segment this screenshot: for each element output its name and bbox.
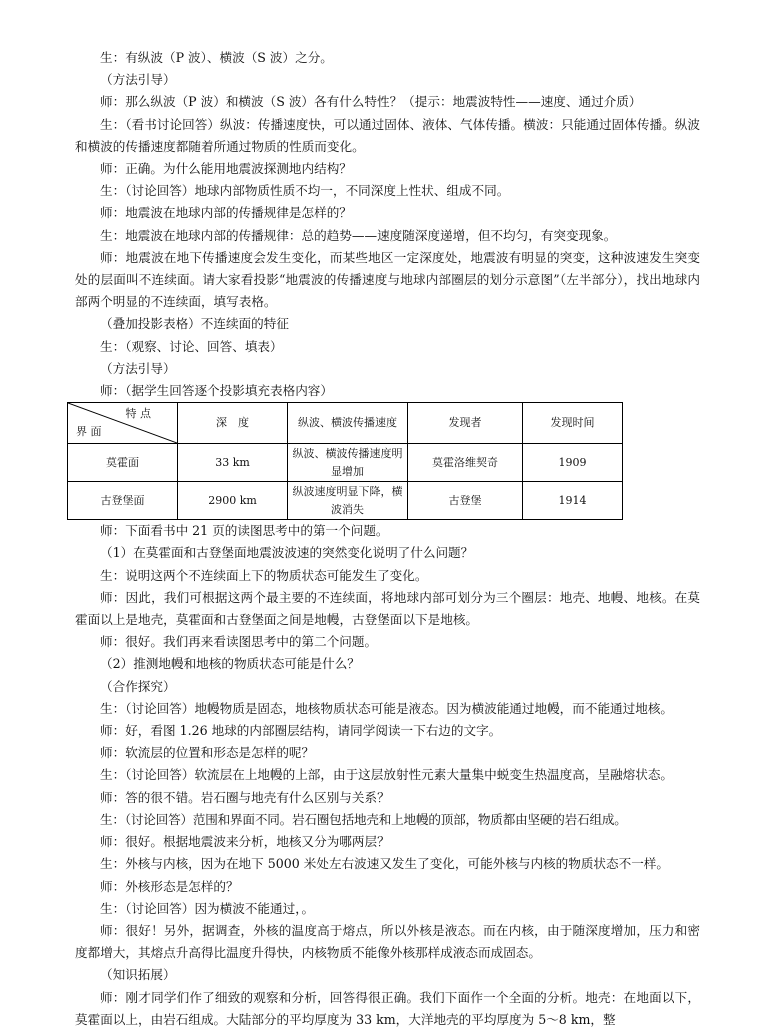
paragraph: 师：正确。为什么能用地震波探测地内结构？ (100, 161, 352, 177)
paragraph: 师：很好。我们再来看读图思考中的第二个问题。 (100, 634, 378, 650)
paragraph: 生：说明这两个不连续面上下的物质状态可能发生了变化。 (100, 567, 428, 583)
header-feature-label: 特 点 (125, 407, 151, 421)
paragraph: （1）在莫霍面和古登堡面地震波波速的突然变化说明了什么问题？ (100, 545, 474, 561)
paragraph: 生：（观察、讨论、回答、填表） (100, 338, 283, 354)
paragraph: 生：（讨论回答）地球内部物质性质不均一，不同深度上性状、组成不同。 (100, 183, 510, 199)
paragraph: （方法引导） (100, 72, 176, 88)
cell-depth: 33 km (178, 444, 288, 482)
paragraph: 生：有纵波（P 波）、横波（S 波）之分。 (100, 50, 333, 65)
cell-finder: 古登堡 (408, 482, 523, 520)
table-header-row (68, 403, 623, 444)
paragraph: 师：答的很不错。岩石圈与地壳有什么区别与关系？ (100, 789, 390, 805)
paragraph: 生：（讨论回答）因为横波不能通过，。 (100, 900, 315, 916)
paragraph: 生：外核与内核，因为在地下 5000 米处左右波速又发生了变化，可能外核与内核的物质状态不一样。 (100, 856, 669, 872)
paragraph: 生：地震波在地球内部的传播规律：总的趋势——速度随深度递增，但不均匀，有突变现象。 (100, 227, 617, 243)
diagonal-header-cell (68, 403, 178, 444)
cell-depth: 2900 km (178, 482, 288, 520)
paragraph: 师：刚才同学们作了细致的观察和分析，回答得很正确。我们下面作一个全面的分析。地壳：在地面以下，莫霍面以上，由岩石组成。大陆部分的平均厚度为 33 km，大洋地壳的平均厚度为 5～8 km，整 (75, 989, 700, 1027)
paragraph: 生：（讨论回答）软流层在上地幔的上部，由于这层放射性元素大量集中蜕变生热温度高，呈融熔状态。 (100, 767, 674, 783)
cell-finder: 莫霍洛维契奇 (408, 444, 523, 482)
cell-year: 1909 (523, 444, 623, 482)
paragraph: 师：因此，我们可根据这两个最主要的不连续面，将地球内部可划分为三个圈层：地壳、地幔、地核。在莫霍面以上是地壳，莫霍面和古登堡面之间是地幔，古登堡面以下是地核。 (75, 589, 700, 628)
paragraph: 师：很好。根据地震波来分析，地核又分为哪两层？ (100, 834, 390, 850)
cell-speed: 纵波、横波传播速度明显增加 (288, 444, 408, 482)
paragraph: 师：下面看书中 21 页的读图思考中的第一个问题。 (100, 523, 389, 539)
table-row (68, 482, 623, 520)
paragraph: （2）推测地幔和地核的物质状态可能是什么？ (100, 656, 360, 672)
paragraph: 师：地震波在地下传播速度会发生变化，而某些地区一定深度处，地震波有明显的突变，这种波速发生突变处的层面叫不连续面。请大家看投影“地震波的传播速度与地球内部圈层的划分示意图”（左半部分），找出地球内部两个明显的不连续面，填写表格。 (75, 249, 700, 310)
paragraph: 师：很好！另外，据调查，外核的温度高于熔点，所以外核是液态。而在内核，由于随深度增加，压力和密度都增大，其熔点升高得比温度升得快，内核物质不能像外核那样成液态而成固态。 (75, 922, 700, 961)
header-interface-label: 界 面 (76, 425, 102, 439)
header-depth: 深 度 (178, 403, 288, 444)
paragraph: （合作探究） (100, 678, 176, 694)
header-finder: 发现者 (408, 403, 523, 444)
paragraph: （叠加投影表格）不连续面的特征 (100, 316, 289, 332)
paragraph: 师：地震波在地球内部的传播规律是怎样的？ (100, 205, 352, 221)
paragraph: （知识拓展） (100, 967, 176, 983)
header-year: 发现时间 (523, 403, 623, 444)
discontinuity-table (67, 402, 623, 520)
header-speed: 纵波、横波传播速度 (288, 403, 408, 444)
paragraph: 师：外核形态是怎样的？ (100, 878, 239, 894)
cell-year: 1914 (523, 482, 623, 520)
document-page (75, 47, 700, 1031)
paragraph: 师：软流层的位置和形态是怎样的呢？ (100, 745, 315, 761)
paragraph: 师：（据学生回答逐个投影填充表格内容） (100, 383, 333, 399)
cell-interface: 古登堡面 (68, 482, 178, 520)
cell-speed: 纵波速度明显下降，横波消失 (288, 482, 408, 520)
paragraph: 师：好，看图 1.26 地球的内部圈层结构，请同学阅读一下右边的文字。 (100, 723, 502, 739)
paragraph: 生：（讨论回答）范围和界面不同。岩石圈包括地壳和上地幔的顶部，物质都由坚硬的岩石组成。 (100, 811, 627, 827)
paragraph: 生：（看书讨论回答）纵波：传播速度快，可以通过固体、液体、气体传播。横波：只能通过固体传播。纵波和横波的传播速度都随着所通过物质的性质而变化。 (75, 116, 700, 154)
table-row (68, 444, 623, 482)
paragraph: 师：那么纵波（P 波）和横波（S 波）各有什么特性？（提示：地震波特性——速度、通过介质） (100, 94, 642, 110)
paragraph: 生：（讨论回答）地幔物质是固态，地核物质状态可能是液态。因为横波能通过地幔，而不能通过地核。 (100, 700, 674, 716)
paragraph: （方法引导） (100, 360, 176, 376)
cell-interface: 莫霍面 (68, 444, 178, 482)
